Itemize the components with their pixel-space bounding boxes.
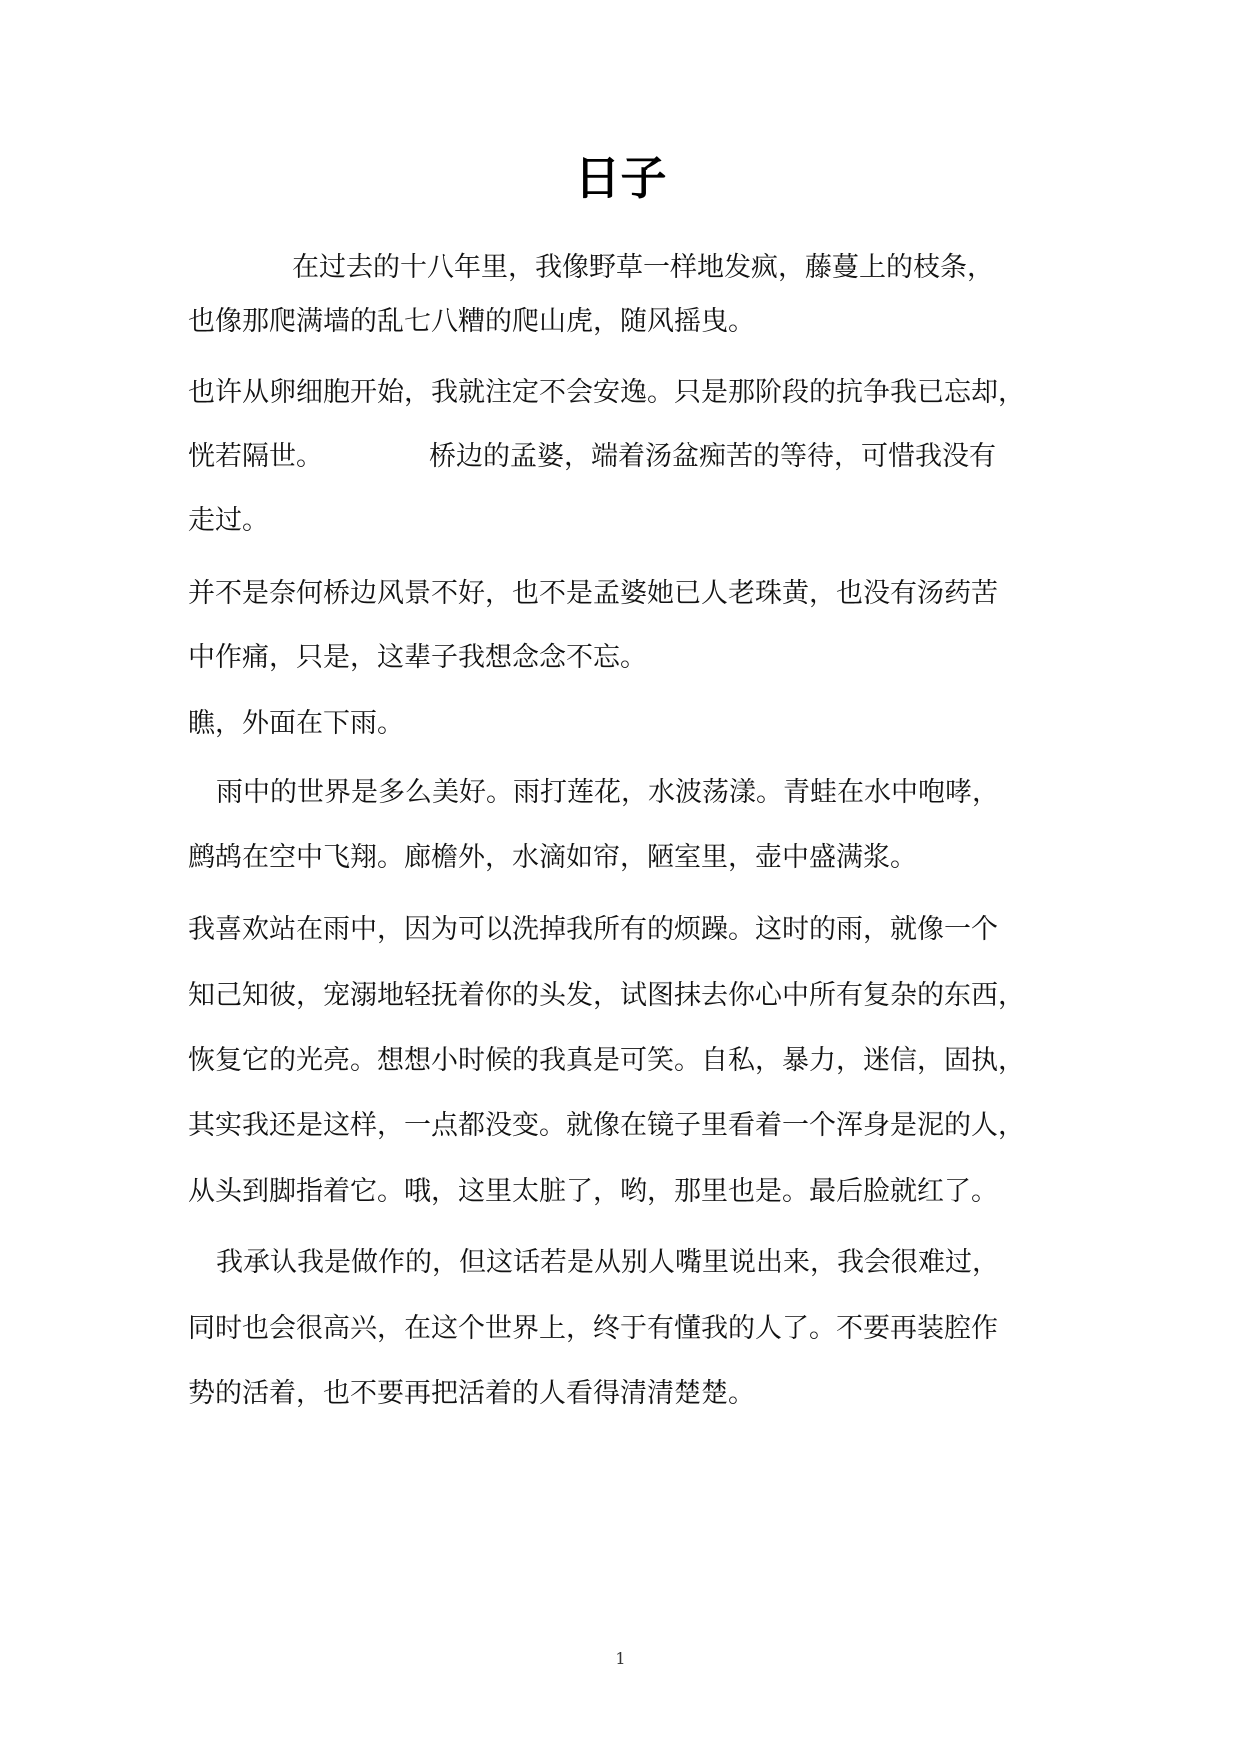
paragraph-line: 势的活着，也不要再把活着的人看得清清楚楚。 [188, 1378, 755, 1409]
paragraph-line: 我喜欢站在雨中，因为可以洗掉我所有的烦躁。这时的雨，就像一个 [188, 914, 998, 945]
paragraph-line: 并不是奈何桥边风景不好，也不是孟婆她已人老珠黄，也没有汤药苦 [188, 578, 998, 609]
paragraph-line: 恍若隔世。 桥边的孟婆，端着汤盆痴苦的等待，可惜我没有 [188, 441, 996, 472]
paragraph-line: 瞧，外面在下雨。 [188, 708, 404, 739]
paragraph-line: 在过去的十八年里，我像野草一样地发疯，藤蔓上的枝条， [292, 252, 994, 283]
page-number: 1 [615, 1649, 626, 1668]
paragraph-line: 雨中的世界是多么美好。雨打莲花，水波荡漾。青蛙在水中咆哮， [216, 777, 999, 808]
paragraph-line: 其实我还是这样，一点都没变。就像在镜子里看着一个浑身是泥的人， [188, 1110, 1025, 1141]
paragraph-line: 我承认我是做作的，但这话若是从别人嘴里说出来，我会很难过， [216, 1247, 999, 1278]
paragraph-line: 从头到脚指着它。哦，这里太脏了，哟，那里也是。最后脸就红了。 [188, 1176, 998, 1207]
paragraph-line: 走过。 [188, 505, 269, 536]
paragraph-line: 知己知彼，宠溺地轻抚着你的头发，试图抹去你心中所有复杂的东西， [188, 980, 1025, 1011]
document-title: 日子 [574, 151, 667, 205]
paragraph-line: 也许从卵细胞开始，我就注定不会安逸。只是那阶段的抗争我已忘却， [188, 377, 1025, 408]
paragraph-line: 鹧鸪在空中飞翔。廊檐外，水滴如帘，陋室里，壶中盛满浆。 [188, 842, 917, 873]
paragraph-line: 恢复它的光亮。想想小时候的我真是可笑。自私，暴力，迷信，固执， [188, 1045, 1025, 1076]
paragraph-line: 同时也会很高兴，在这个世界上，终于有懂我的人了。不要再装腔作 [188, 1313, 998, 1344]
paragraph-line: 中作痛，只是，这辈子我想念念不忘。 [188, 642, 647, 673]
paragraph-line: 也像那爬满墙的乱七八糟的爬山虎，随风摇曳。 [188, 306, 755, 337]
